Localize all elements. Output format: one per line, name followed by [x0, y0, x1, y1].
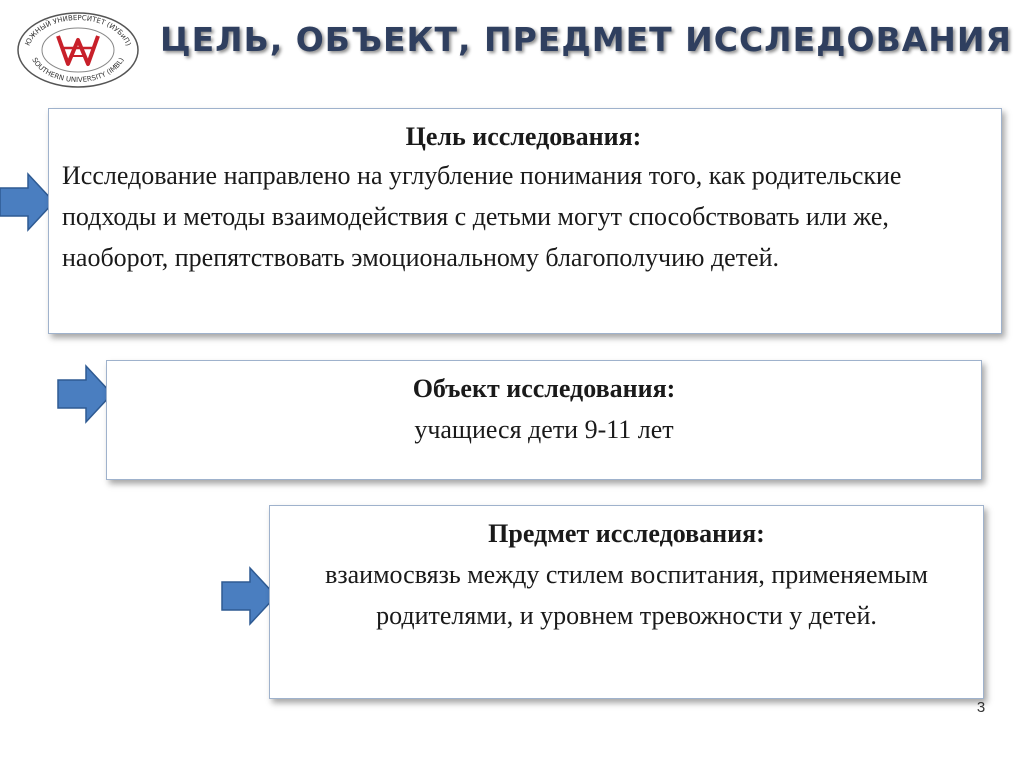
logo-top-text: ЮЖНЫЙ УНИВЕРСИТЕТ (ИУБиП) [23, 13, 133, 48]
subject-box [269, 505, 984, 699]
page-title: ЦЕЛЬ, ОБЪЕКТ, ПРЕДМЕТ ИССЛЕДОВАНИЯ [160, 20, 1012, 59]
subject-text: взаимосвязь между стилем воспитания, применяемым родителями, и уровнем тревожности у детей. [325, 560, 928, 630]
goal-heading: Цель исследования: [405, 122, 642, 151]
goal-box [48, 108, 1002, 334]
logo-bottom-text: SOUTHERN UNIVERSITY (IMBL) [30, 56, 126, 85]
goal-text: Исследование направлено на углубление понимания того, как родительские подходы и методы взаимодействия с детьми могут способствовать или же, наоборот, препятствовать эмоциональному благополучию детей. [62, 161, 902, 272]
subject-heading: Предмет исследования: [488, 519, 765, 548]
object-heading: Объект исследования: [412, 374, 676, 403]
page-number: 3 [976, 699, 986, 716]
object-text: учащиеся дети 9-11 лет [414, 415, 674, 444]
university-logo [14, 10, 142, 90]
object-box [106, 360, 982, 480]
